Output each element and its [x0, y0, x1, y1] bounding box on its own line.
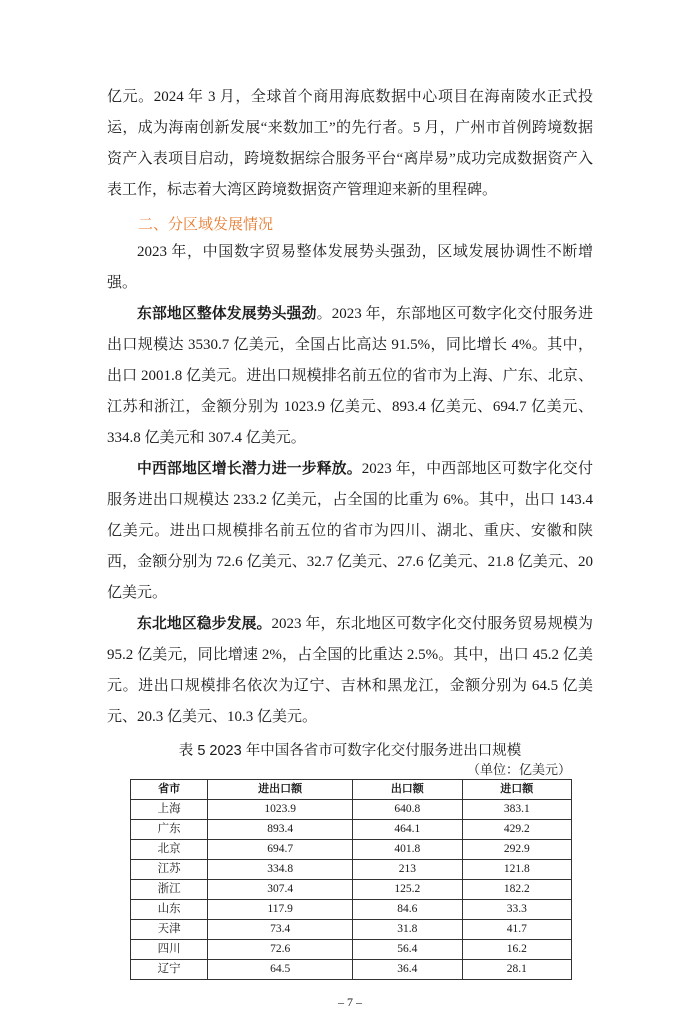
cell-export: 401.8 — [353, 840, 462, 860]
table-caption: 表 5 2023 年中国各省市可数字化交付服务进出口规模 — [178, 743, 522, 759]
cell-import: 121.8 — [462, 860, 571, 880]
table-row — [131, 940, 572, 960]
cell-export: 31.8 — [353, 920, 462, 940]
cell-total: 117.9 — [208, 900, 353, 920]
header-import: 进口额 — [462, 780, 571, 800]
cell-export: 640.8 — [353, 800, 462, 820]
cell-import: 383.1 — [462, 800, 571, 820]
cell-total: 307.4 — [208, 880, 353, 900]
cell-province: 江苏 — [131, 860, 208, 880]
paragraph-east — [107, 299, 593, 454]
table-row — [131, 900, 572, 920]
table-row — [131, 960, 572, 980]
cell-province: 天津 — [131, 920, 208, 940]
header-total: 进出口额 — [208, 780, 353, 800]
northeast-text: 2023 年，东北地区可数字化交付服务贸易规模为 95.2 亿美元，同比增速 2%，占全国的比重达 2.5%。其中，出口 45.2 亿美元。进出口规模排名依次为辽宁、吉林和黑龙江，金额分别为 64.5 亿美元、20.3 亿美元、10.3 亿美元。 — [107, 616, 593, 725]
cell-total: 893.4 — [208, 820, 353, 840]
cell-province: 辽宁 — [131, 960, 208, 980]
cell-province: 上海 — [131, 800, 208, 820]
cell-total: 72.6 — [208, 940, 353, 960]
cell-total: 694.7 — [208, 840, 353, 860]
central-west-text: 2023 年，中西部地区可数字化交付服务进出口规模达 233.2 亿美元，占全国的比重为 6%。其中，出口 143.4 亿美元。进出口规模排名前五位的省市为四川、湖北、重庆、安徽和陕西，金额分别为 72.6 亿美元、32.7 亿美元、27.6 亿美元、21.8 亿美元、20 亿美元。 — [107, 461, 593, 601]
cell-import: 28.1 — [462, 960, 571, 980]
paragraph-intro: 亿元。2024 年 3 月，全球首个商用海底数据中心项目在海南陵水正式投运，成为海南创新发展“来数加工”的先行者。5 月，广州市首例跨境数据资产入表项目启动，跨境数据综合服务平台“离岸易”成功完成数据资产入表工作，标志着大湾区跨境数据资产管理迎来新的里程碑。 — [107, 89, 593, 198]
province-trade-table — [130, 779, 572, 980]
table-header-row — [131, 780, 572, 800]
cell-total: 73.4 — [208, 920, 353, 940]
table-row — [131, 800, 572, 820]
header-export: 出口额 — [353, 780, 462, 800]
cell-import: 182.2 — [462, 880, 571, 900]
page-number: – 7 – — [338, 995, 362, 1009]
table-row — [131, 880, 572, 900]
table-unit: （单位：亿美元） — [466, 762, 571, 777]
table-row — [131, 840, 572, 860]
cell-total: 64.5 — [208, 960, 353, 980]
east-lead: 东部地区整体发展势头强劲 — [137, 306, 317, 322]
table-row — [131, 820, 572, 840]
table-row — [131, 860, 572, 880]
cell-import: 41.7 — [462, 920, 571, 940]
cell-import: 292.9 — [462, 840, 571, 860]
cell-export: 464.1 — [353, 820, 462, 840]
cell-province: 四川 — [131, 940, 208, 960]
section-heading: 二、分区域发展情况 — [138, 216, 274, 233]
northeast-lead: 东北地区稳步发展。 — [137, 616, 272, 632]
cell-export: 213 — [353, 860, 462, 880]
cell-import: 16.2 — [462, 940, 571, 960]
cell-province: 浙江 — [131, 880, 208, 900]
paragraph-overview: 2023 年，中国数字贸易整体发展势头强劲，区域发展协调性不断增强。 — [107, 244, 593, 291]
cell-import: 33.3 — [462, 900, 571, 920]
table-row — [131, 920, 572, 940]
cell-export: 36.4 — [353, 960, 462, 980]
cell-province: 山东 — [131, 900, 208, 920]
central-west-lead: 中西部地区增长潜力进一步释放。 — [137, 461, 362, 477]
cell-export: 56.4 — [353, 940, 462, 960]
page-column — [107, 0, 593, 1030]
east-text: 。2023 年，东部地区可数字化交付服务进出口规模达 3530.7 亿美元，全国占比高达 91.5%，同比增长 4%。其中，出口 2001.8 亿美元。进出口规模排名前五位的省市为上海、广东、北京、江苏和浙江，金额分别为 1023.9 亿美元、893.4 亿美元、694.7 亿美元、334.8 亿美元和 307.4 亿美元。 — [107, 306, 593, 446]
cell-import: 429.2 — [462, 820, 571, 840]
paragraph-northeast — [107, 609, 593, 733]
cell-province: 北京 — [131, 840, 208, 860]
cell-province: 广东 — [131, 820, 208, 840]
header-province: 省市 — [131, 780, 208, 800]
cell-export: 84.6 — [353, 900, 462, 920]
cell-export: 125.2 — [353, 880, 462, 900]
paragraph-central-west — [107, 454, 593, 609]
cell-total: 1023.9 — [208, 800, 353, 820]
cell-total: 334.8 — [208, 860, 353, 880]
